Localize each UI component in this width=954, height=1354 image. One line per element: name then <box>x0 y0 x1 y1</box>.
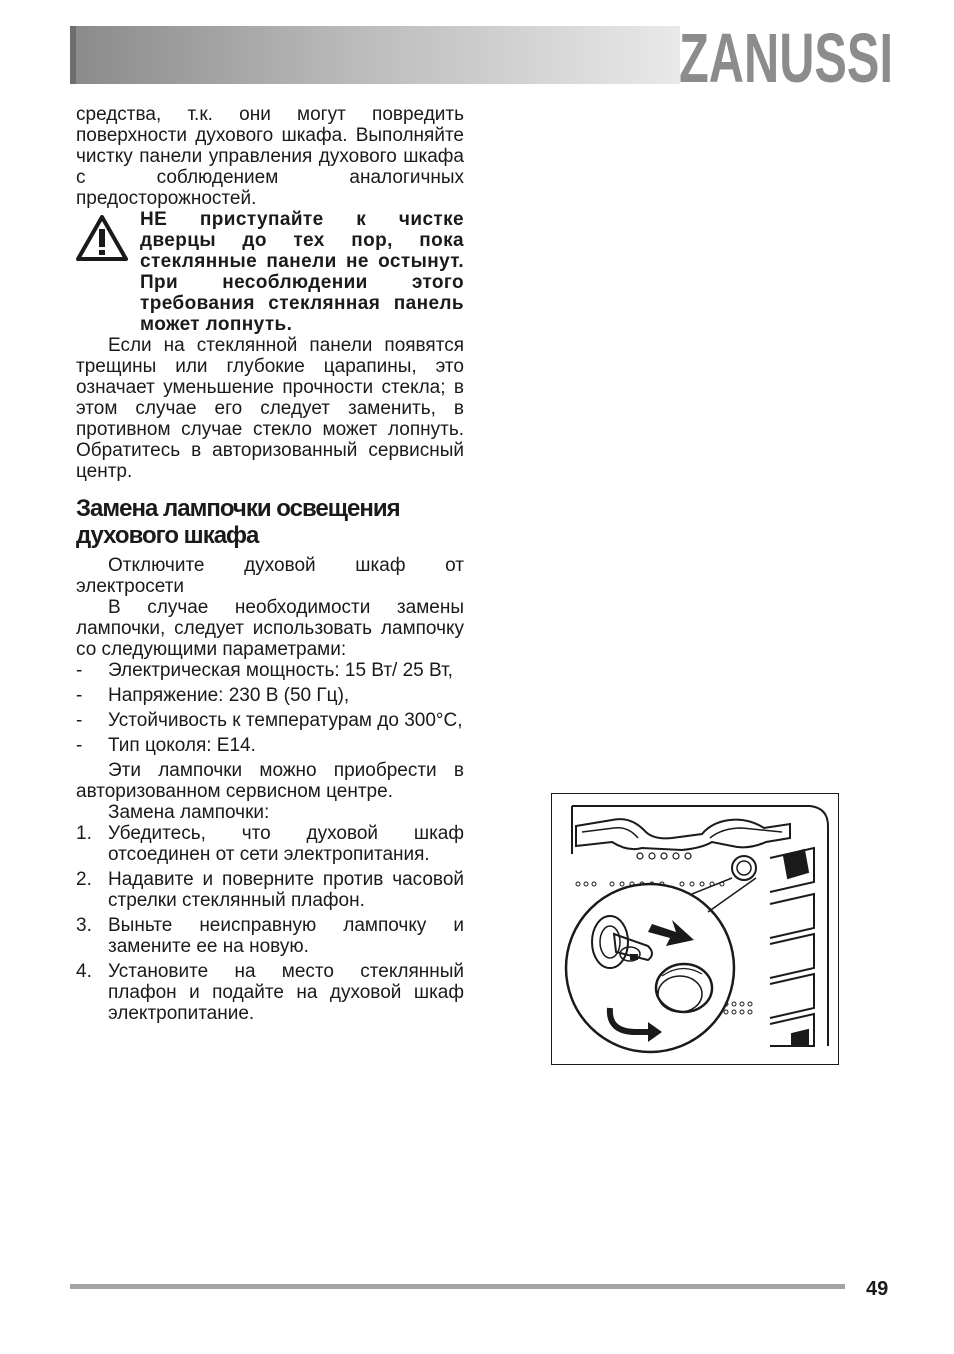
step-number: 3. <box>76 915 92 936</box>
glass-paragraph: Если на стеклянной панели появятся трещины или глубокие царапины, это означает уменьшение прочности стекла; в этом случае его следует заменить, в противном случае стекло может лопнуть. Обратитесь в авторизованный сервисный центр. <box>76 335 464 482</box>
param-text: Напряжение: 230 В (50 Гц), <box>108 685 350 706</box>
list-marker: - <box>76 735 83 756</box>
steps-title: Замена лампочки: <box>108 802 270 823</box>
step-text: Установите на место стеклянный плафон и подайте на духовой шкаф электропитание. <box>108 961 464 1024</box>
warning-block <box>76 209 464 335</box>
purchase-text: Эти лампочки можно приобрести в авторизованном сервисном центре. <box>76 760 464 802</box>
param-item <box>76 735 464 756</box>
disconnect-text: Отключите духовой шкаф от электросети <box>76 555 464 597</box>
list-marker: - <box>76 685 83 706</box>
warning-text: НЕ приступайте к чистке дверцы до тех пор, пока стеклянные панели не остынут. При несоблюдении этого требования стеклянная панель может лопнуть. <box>140 209 464 335</box>
header-bar-edge <box>70 26 76 84</box>
footer-rule <box>70 1284 845 1289</box>
brand-wordmark: ZANUSSI <box>679 20 893 90</box>
replacement-intro: В случае необходимости замены лампочки, следует использовать лампочку со следующими параметрами: <box>76 597 464 660</box>
param-item <box>76 685 464 706</box>
param-item <box>76 660 464 681</box>
step-item <box>76 915 464 957</box>
header-gradient-bar <box>70 26 680 84</box>
section-title: Замена лампочки освещения духового шкафа <box>76 495 400 549</box>
param-text: Электрическая мощность: 15 Вт/ 25 Вт, <box>108 660 453 681</box>
list-marker: - <box>76 710 83 731</box>
list-marker: - <box>76 660 83 681</box>
param-text: Устойчивость к температурам до 300°С, <box>108 710 463 731</box>
oven-interior-drawing <box>552 794 837 1063</box>
step-number: 2. <box>76 869 92 890</box>
main-text-column <box>76 104 464 1028</box>
step-item <box>76 961 464 1024</box>
page-number: 49 <box>866 1278 889 1300</box>
zanussi-logo <box>676 20 896 90</box>
lamp-replacement-illustration <box>551 793 839 1065</box>
param-item <box>76 710 464 731</box>
step-number: 1. <box>76 823 92 844</box>
warning-triangle-icon <box>76 215 128 261</box>
param-text: Тип цоколя: Е14. <box>108 735 256 756</box>
step-item <box>76 823 464 865</box>
step-number: 4. <box>76 961 92 982</box>
intro-paragraph: средства, т.к. они могут повредить поверхности духового шкафа. Выполняйте чистку панели управления духового шкафа с соблюдением аналогичных предосторожностей. <box>76 104 464 209</box>
step-text: Надавите и поверните против часовой стрелки стеклянный плафон. <box>108 869 464 911</box>
step-text: Убедитесь, что духовой шкаф отсоединен от сети электропитания. <box>108 823 464 865</box>
step-text: Выньте неисправную лампочку и замените ее на новую. <box>108 915 464 957</box>
step-item <box>76 869 464 911</box>
